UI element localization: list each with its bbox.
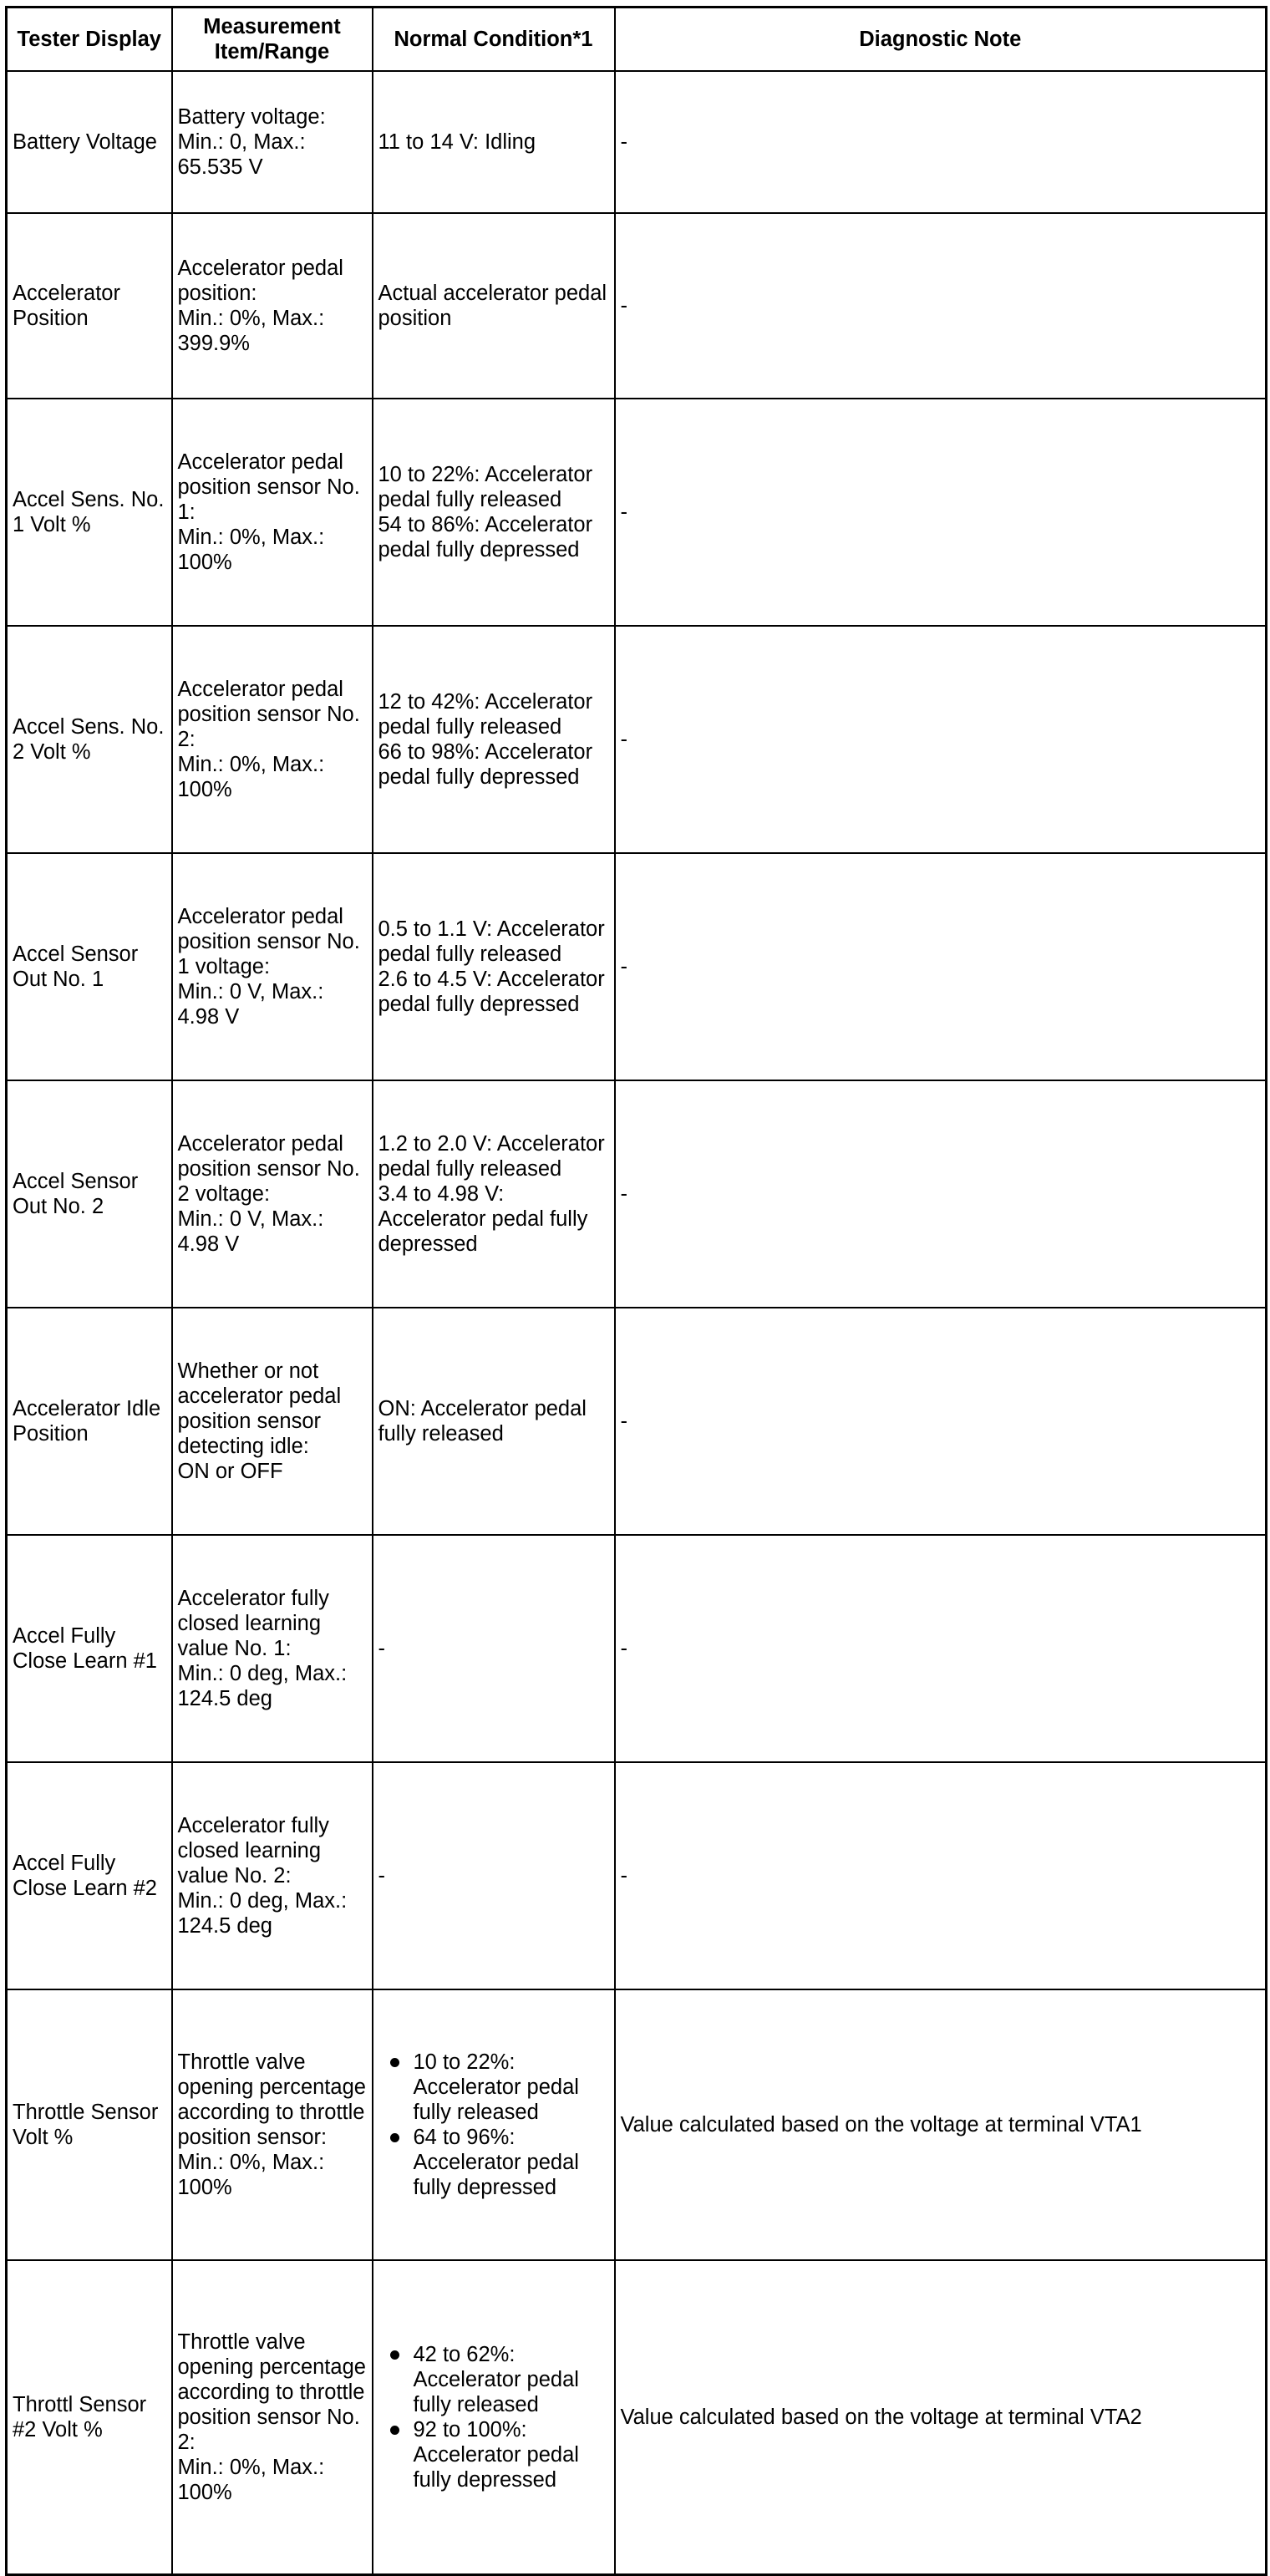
normal-condition-line: ON: Accelerator pedal fully released xyxy=(378,1397,587,1446)
diagnostic-note-cell: - xyxy=(615,71,1267,213)
normal-condition-line: 12 to 42%: Accelerator pedal fully released xyxy=(378,690,593,739)
measurement-line: Accelerator pedal position sensor No. 2: xyxy=(177,678,360,751)
bullet-item: 92 to 100%: Accelerator pedal fully depressed xyxy=(414,2417,609,2492)
measurement-line: Battery voltage: xyxy=(177,105,326,129)
header-diagnostic-note: Diagnostic Note xyxy=(615,8,1267,72)
normal-condition-line: 2.6 to 4.5 V: Accelerator pedal fully depressed xyxy=(378,968,605,1016)
table-row xyxy=(7,1080,1267,1308)
measurement-cell xyxy=(172,71,373,213)
normal-condition-line: 10 to 22%: Accelerator pedal fully released xyxy=(378,463,593,511)
normal-condition-cell: - xyxy=(373,1762,615,1989)
bullet-item: 64 to 96%: Accelerator pedal fully depressed xyxy=(414,2125,609,2200)
measurement-line: Accelerator pedal position sensor No. 1 voltage: xyxy=(177,905,360,978)
tester-display-cell: Accel Sensor Out No. 2 xyxy=(7,1080,172,1308)
measurement-line: Throttle valve opening percentage according to throttle position sensor: xyxy=(177,2050,366,2149)
table-row xyxy=(7,71,1267,213)
normal-condition-line: 1.2 to 2.0 V: Accelerator pedal fully released xyxy=(378,1132,605,1181)
normal-condition-cell xyxy=(373,853,615,1080)
bullet-item: 10 to 22%: Accelerator pedal fully released xyxy=(414,2050,609,2125)
normal-condition-line: 11 to 14 V: Idling xyxy=(378,130,536,154)
measurement-line: Min.: 0%, Max.: 100% xyxy=(177,2455,325,2504)
diagnostic-note-cell: - xyxy=(615,626,1267,853)
normal-condition-cell xyxy=(373,1308,615,1535)
diagnostic-note-cell: - xyxy=(615,213,1267,399)
table-row xyxy=(7,2260,1267,2574)
header-measurement: Measurement Item/Range xyxy=(172,8,373,72)
normal-condition-line: 0.5 to 1.1 V: Accelerator pedal fully released xyxy=(378,917,605,966)
measurement-line: Min.: 0%, Max.: 399.9% xyxy=(177,307,325,355)
measurement-line: Min.: 0, Max.: 65.535 V xyxy=(177,130,306,179)
table-row xyxy=(7,853,1267,1080)
measurement-line: Min.: 0%, Max.: 100% xyxy=(177,2151,325,2199)
measurement-line: Min.: 0 V, Max.: 4.98 V xyxy=(177,1207,324,1256)
measurement-line: Min.: 0 deg, Max.: 124.5 deg xyxy=(177,1889,348,1938)
measurement-line: Whether or not accelerator pedal position sensor detecting idle: xyxy=(177,1359,342,1458)
normal-condition-cell xyxy=(373,1080,615,1308)
normal-condition-cell xyxy=(373,399,615,626)
normal-condition-cell xyxy=(373,1989,615,2260)
data-list-table xyxy=(5,6,1267,2576)
tester-display-cell: Battery Voltage xyxy=(7,71,172,213)
measurement-cell xyxy=(172,2260,373,2574)
measurement-line: Min.: 0 V, Max.: 4.98 V xyxy=(177,980,324,1029)
header-tester-display: Tester Display xyxy=(7,8,172,72)
measurement-cell xyxy=(172,399,373,626)
tester-display-cell: Throttle Sensor Volt % xyxy=(7,1989,172,2260)
normal-condition-cell xyxy=(373,71,615,213)
diagnostic-note-cell: Value calculated based on the voltage at terminal VTA1 xyxy=(615,1989,1267,2260)
normal-condition-bullets xyxy=(378,2050,609,2200)
spec-table-container xyxy=(5,6,1267,2576)
normal-condition-line: Actual accelerator pedal position xyxy=(378,282,607,330)
table-body xyxy=(7,71,1267,2574)
measurement-line: ON or OFF xyxy=(177,1460,283,1483)
tester-display-cell: Accelerator Position xyxy=(7,213,172,399)
diagnostic-note-cell: - xyxy=(615,1080,1267,1308)
header-normal-condition: Normal Condition*1 xyxy=(373,8,615,72)
measurement-line: Min.: 0%, Max.: 100% xyxy=(177,526,325,574)
diagnostic-note-cell: - xyxy=(615,1762,1267,1989)
measurement-line: Min.: 0 deg, Max.: 124.5 deg xyxy=(177,1662,348,1710)
measurement-line: Accelerator pedal position: xyxy=(177,257,343,305)
tester-display-cell: Accel Fully Close Learn #2 xyxy=(7,1762,172,1989)
measurement-cell xyxy=(172,1080,373,1308)
diagnostic-note-cell: - xyxy=(615,1535,1267,1762)
measurement-cell xyxy=(172,626,373,853)
measurement-cell xyxy=(172,1308,373,1535)
normal-condition-cell: - xyxy=(373,1535,615,1762)
table-row xyxy=(7,626,1267,853)
tester-display-cell: Accelerator Idle Position xyxy=(7,1308,172,1535)
header-row xyxy=(7,8,1267,72)
normal-condition-line: 54 to 86%: Accelerator pedal fully depressed xyxy=(378,513,593,561)
normal-condition-cell xyxy=(373,213,615,399)
tester-display-cell: Accel Sens. No. 2 Volt % xyxy=(7,626,172,853)
measurement-line: Accelerator pedal position sensor No. 1: xyxy=(177,450,360,524)
tester-display-cell: Accel Fully Close Learn #1 xyxy=(7,1535,172,1762)
diagnostic-note-cell: Value calculated based on the voltage at terminal VTA2 xyxy=(615,2260,1267,2574)
measurement-line: Min.: 0%, Max.: 100% xyxy=(177,753,325,801)
table-row xyxy=(7,213,1267,399)
measurement-line: Accelerator pedal position sensor No. 2 voltage: xyxy=(177,1132,360,1206)
measurement-cell xyxy=(172,853,373,1080)
tester-display-cell: Accel Sens. No. 1 Volt % xyxy=(7,399,172,626)
table-row xyxy=(7,1308,1267,1535)
table-row xyxy=(7,1535,1267,1762)
measurement-line: Accelerator fully closed learning value No. 2: xyxy=(177,1814,329,1888)
measurement-line: Accelerator fully closed learning value No. 1: xyxy=(177,1587,329,1660)
table-row xyxy=(7,399,1267,626)
measurement-cell xyxy=(172,1762,373,1989)
tester-display-cell: Accel Sensor Out No. 1 xyxy=(7,853,172,1080)
measurement-cell xyxy=(172,213,373,399)
diagnostic-note-cell: - xyxy=(615,1308,1267,1535)
normal-condition-line: 3.4 to 4.98 V: Accelerator pedal fully depressed xyxy=(378,1182,588,1256)
normal-condition-line: 66 to 98%: Accelerator pedal fully depressed xyxy=(378,740,593,789)
normal-condition-bullets xyxy=(378,2342,609,2492)
bullet-item: 42 to 62%: Accelerator pedal fully released xyxy=(414,2342,609,2417)
diagnostic-note-cell: - xyxy=(615,853,1267,1080)
diagnostic-note-cell: - xyxy=(615,399,1267,626)
table-row xyxy=(7,1762,1267,1989)
table-row xyxy=(7,1989,1267,2260)
measurement-cell xyxy=(172,1989,373,2260)
normal-condition-cell xyxy=(373,626,615,853)
measurement-cell xyxy=(172,1535,373,1762)
tester-display-cell: Throttl Sensor #2 Volt % xyxy=(7,2260,172,2574)
measurement-line: Throttle valve opening percentage according to throttle position sensor No. 2: xyxy=(177,2330,366,2454)
normal-condition-cell xyxy=(373,2260,615,2574)
